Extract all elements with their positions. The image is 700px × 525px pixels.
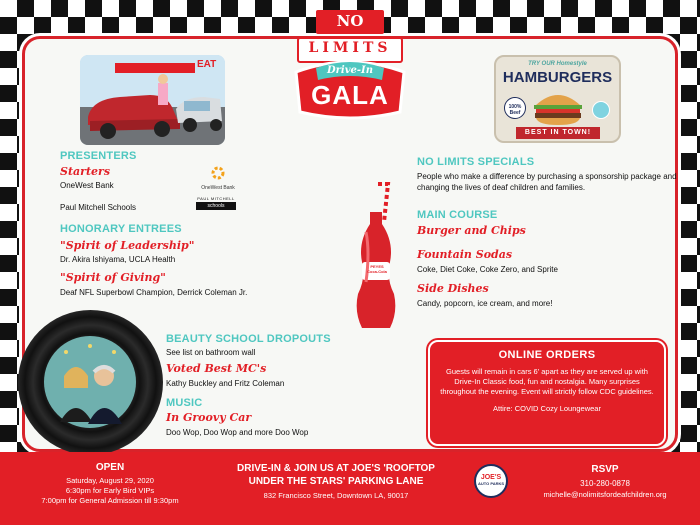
music-sub: In Groovy Car xyxy=(166,411,252,424)
open-heading: OPEN xyxy=(95,462,125,473)
honoree-ishiyama: Dr. Akira Ishiyama, UCLA Health xyxy=(60,255,176,264)
onewest-flower-icon xyxy=(211,166,225,180)
onewest-logo-text: OneWest Bank xyxy=(201,185,235,191)
specials-heading: NO LIMITS SPECIALS xyxy=(417,156,535,168)
honoree-coleman: Deaf NFL Superbowl Champion, Derrick Coleman Jr. xyxy=(60,288,248,297)
online-orders-box xyxy=(428,340,666,446)
side-dishes-detail: Candy, popcorn, ice cream, and more! xyxy=(417,299,553,308)
music-text: Doo Wop, Doo Wop and more Doo Wop xyxy=(166,428,309,437)
logo-limits-text: LIMITS xyxy=(308,40,392,56)
music-heading: MUSIC xyxy=(166,397,203,409)
rsvp-heading: RSVP xyxy=(591,464,619,475)
no-limits-gala-logo xyxy=(294,10,406,120)
hamburger-sign-top: TRY OUR Homestyle xyxy=(528,61,587,67)
award-giving: "Spirit of Giving" xyxy=(60,271,166,284)
open-line1: Saturday, August 29, 2020 xyxy=(66,476,154,485)
mcs-heading: Voted Best MC's xyxy=(166,362,267,375)
side-dishes: Side Dishes xyxy=(417,282,489,295)
logo-no-text: NO xyxy=(336,12,364,30)
online-orders-text: Guests will remain in cars 6' apart as they are served up with Drive-In Classic food, fun and nostalgia. Many surprises throughout the evening. Event will strictly follow CDC guidelines. xyxy=(440,367,654,396)
rsvp-email[interactable]: michelle@nolimitsfordeafchildren.org xyxy=(543,490,667,499)
fountain-sodas-detail: Coke, Diet Coke, Coke Zero, and Sprite xyxy=(417,265,558,274)
presenter-paul-mitchell: Paul Mitchell Schools xyxy=(60,203,137,212)
logo-gala-text: GALA xyxy=(311,80,389,110)
bottle-label-line2: Coca-Cola xyxy=(367,269,387,274)
center-line1: DRIVE-IN & JOIN US AT JOE'S 'ROOFTOP xyxy=(237,463,435,474)
award-leadership: "Spirit of Leadership" xyxy=(60,239,195,252)
onewest-logo xyxy=(196,166,240,196)
joes-auto-parks-logo xyxy=(474,464,508,498)
bottle-label-line1: PEYES xyxy=(370,264,384,269)
mcs-text: Kathy Buckley and Fritz Coleman xyxy=(166,379,285,388)
starters-label: Starters xyxy=(60,165,111,178)
mcs-photo xyxy=(18,310,163,455)
eat-sign: EAT xyxy=(197,59,217,70)
footer-center xyxy=(206,462,466,500)
open-line3: 7:00pm for General Admission till 9:30pm xyxy=(41,496,179,505)
beauty-text: See list on bathroom wall xyxy=(166,348,256,357)
presenters-heading: PRESENTERS xyxy=(60,150,137,162)
bottle-label xyxy=(363,264,391,274)
fountain-sodas: Fountain Sodas xyxy=(417,248,513,261)
soda-bottle-illustration xyxy=(350,182,406,332)
specials-text: People who make a difference by purchasing a sponsorship package and changing the lives of deaf children and families. xyxy=(417,172,677,192)
center-line2: UNDER THE STARS' PARKING LANE xyxy=(248,476,424,487)
burger-and-chips: Burger and Chips xyxy=(417,224,526,237)
joes-logo-bottom: AUTO PARKS xyxy=(477,481,505,486)
vinyl-record-photo xyxy=(18,310,163,455)
classic-car-photo xyxy=(80,55,225,145)
footer-open xyxy=(20,462,200,506)
rsvp-phone[interactable]: 310-280-0878 xyxy=(580,479,630,488)
footer-rsvp xyxy=(520,464,690,499)
hamburger-sign-bottom: BEST IN TOWN! xyxy=(516,127,600,139)
honorary-heading: HONORARY ENTREES xyxy=(60,223,182,235)
main-course-heading: MAIN COURSE xyxy=(417,209,498,221)
center-address: 832 Francisco Street, Downtown LA, 90017 xyxy=(263,491,409,500)
burger-icon xyxy=(532,89,584,127)
hamburger-sign-title: HAMBURGERS xyxy=(502,69,613,86)
paul-mitchell-logo-text: PAUL MITCHELL xyxy=(197,196,235,201)
beef-badge: 100% Beef xyxy=(504,97,526,119)
open-line2: 6:30pm for Early Bird VIPs xyxy=(65,486,155,495)
online-orders-attire: Attire: COVID Cozy Loungewear xyxy=(493,404,601,413)
paul-mitchell-logo-schools: schools xyxy=(196,202,236,210)
joes-logo-top: JOE'S xyxy=(480,474,502,481)
hamburgers-sign xyxy=(494,55,621,143)
paul-mitchell-logo xyxy=(196,196,236,214)
presenter-onewest: OneWest Bank xyxy=(60,181,114,190)
footer-bar xyxy=(0,452,700,525)
logo-drive-in-text: Drive-In xyxy=(326,65,373,76)
beauty-heading: BEAUTY SCHOOL DROPOUTS xyxy=(166,333,331,345)
coaster-icon xyxy=(592,101,610,119)
online-orders-heading: ONLINE ORDERS xyxy=(498,349,596,361)
